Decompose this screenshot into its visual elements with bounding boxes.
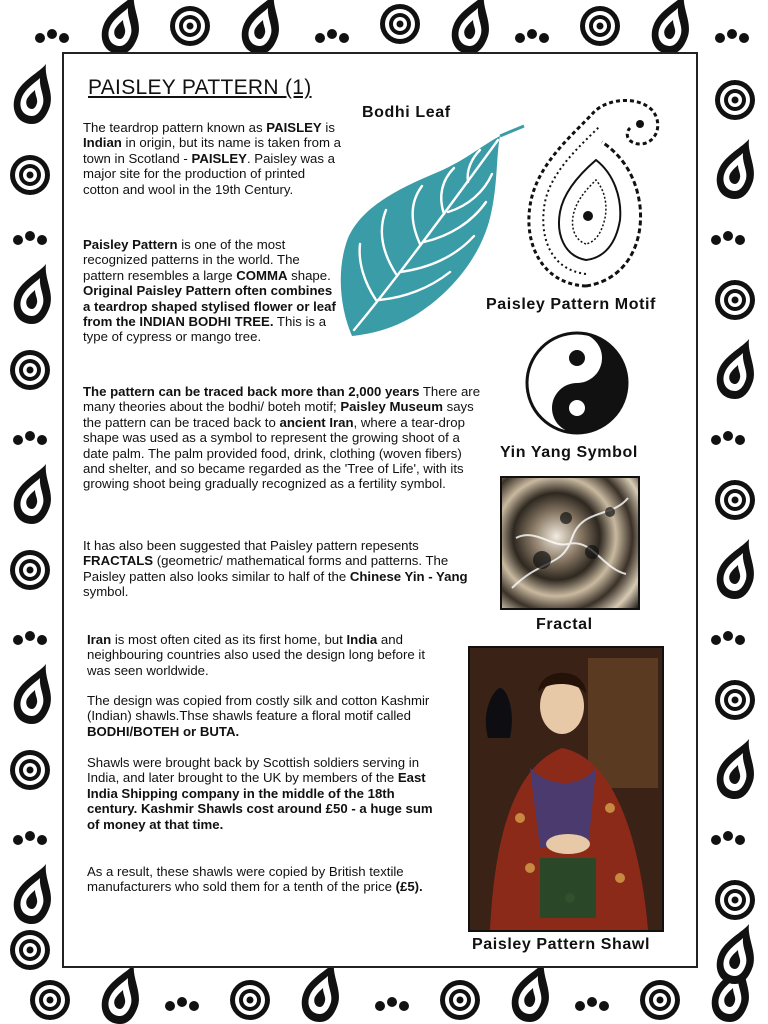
fractal-image	[500, 476, 640, 610]
result-paragraph: As a result, these shawls were copied by British textile manufacturers who sold them for a tenth of the price (£5).	[87, 864, 423, 895]
caption-paisley-motif: Paisley Pattern Motif	[486, 296, 656, 313]
caption-paisley-shawl: Paisley Pattern Shawl	[472, 936, 651, 953]
soldiers-paragraph: Shawls were brought back by Scottish soldiers serving in India, and later brought to the UK by members of the East India Shipping company in the middle of the 18th century. Kashmir Shawls cost around £50 - a huge sum of money at that time.	[87, 755, 433, 832]
caption-fractal: Fractal	[536, 616, 593, 633]
paisley-shawl-painting	[468, 646, 664, 932]
pattern-paragraph: Paisley Pattern is one of the most recognized patterns in the world. The pattern resembles a large COMMA shape. Original Paisley Pattern often combines a teardrop shaped stylised flower or leaf from the INDIAN BODHI TREE. This is a type of cypress or mango tree.	[83, 237, 336, 345]
fractals-paragraph: It has also been suggested that Paisley pattern repesents FRACTALS (geometric/ mathematical forms and patterns. The Paisley patten also looks similar to half of the Chinese Yin - Yang symbol.	[83, 538, 468, 600]
caption-yin-yang: Yin Yang Symbol	[500, 444, 638, 461]
yin-yang-image	[522, 330, 632, 436]
caption-bodhi-leaf: Bodhi Leaf	[362, 104, 451, 121]
iran-paragraph: Iran is most often cited as its first home, but India and neighbouring countries also used the design long before it was seen worldwide.	[87, 632, 425, 678]
page-title: PAISLEY PATTERN (1)	[88, 76, 312, 99]
intro-paragraph: The teardrop pattern known as PAISLEY is Indian in origin, but its name is taken from a town in Scotland - PAISLEY. Paisley was a major site for the production of printed cotton and wool in the 19th Century.	[83, 120, 342, 197]
shawls-paragraph: The design was copied from costly silk and cotton Kashmir (Indian) shawls.Thse shawls feature a floral motif called BODHI/BOTEH or BUTA.	[87, 693, 430, 739]
paisley-motif-image	[516, 94, 666, 294]
history-paragraph: The pattern can be traced back more than 2,000 years There are many theories about the bodhi/ boteh motif; Paisley Museum says the pattern can be traced back to ancient Iran, where a tear-drop shape was used as a symbol to represent the growing shoot of a date palm. The palm provided food, drink, clothing (woven fibers) and shelter, and so became regarded as the 'Tree of Life', with its growing shoot being gradually recognized as a fertility symbol.	[83, 384, 481, 492]
content-panel	[62, 52, 698, 968]
